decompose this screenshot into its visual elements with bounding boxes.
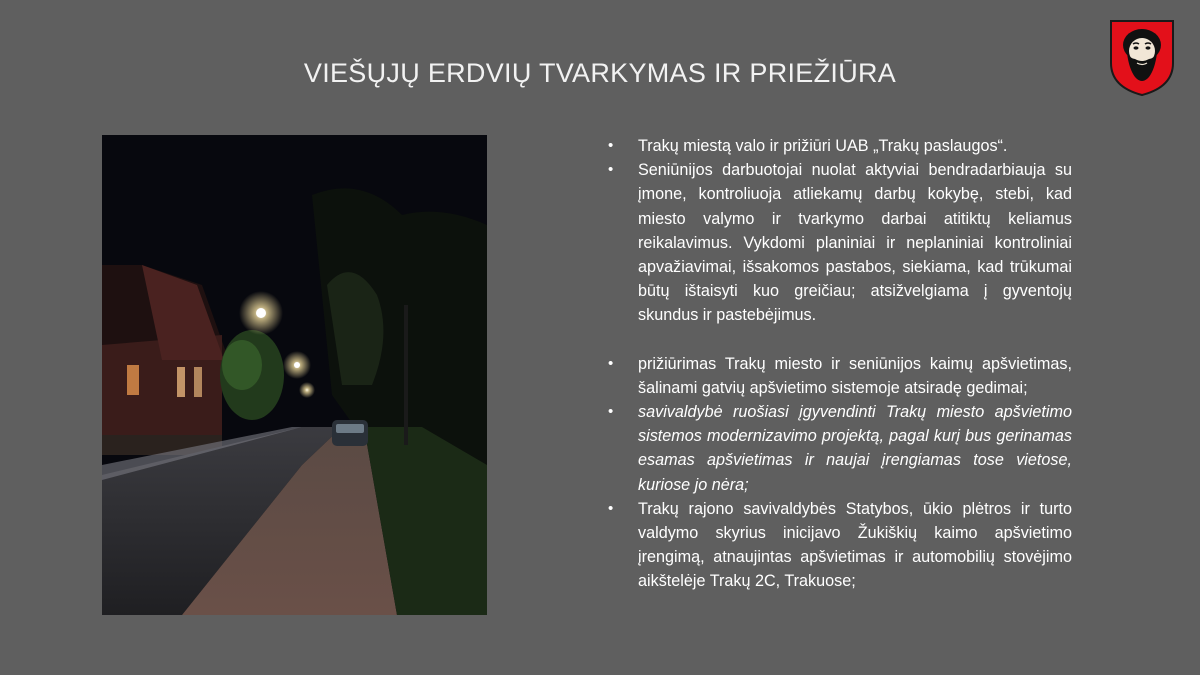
- night-street-photo: [102, 135, 487, 615]
- bullet-marker: •: [608, 403, 614, 421]
- bullet-list: [606, 134, 1072, 594]
- bullet-marker: •: [608, 137, 614, 154]
- list-item: [606, 400, 1072, 497]
- list-item: [606, 134, 1072, 158]
- list-item: [606, 497, 1072, 594]
- trakai-coat-of-arms-icon: [1109, 19, 1175, 97]
- list-item-text: Seniūnijos darbuotojai nuolat aktyviai bendradarbiauja su įmone, kontroliuoja atliekamų darbų kokybę, stebi, kad miesto valymo ir tvarkymo darbai atitiktų keliamus reikalavimus. Vykdomi planiniai ir neplaniniai kontroliniai apvažiavimai, išsakomos pastabos, siekiama, kad trūkumai būtų ištaisyti kuo greičiau; atsižvelgiama į gyventojų skundus ir pastebėjimus.: [638, 161, 1072, 325]
- list-item-text: Trakų miestą valo ir prižiūri UAB „Trakų paslaugos“.: [638, 137, 1008, 155]
- list-item: [606, 352, 1072, 400]
- list-item: [606, 158, 1072, 327]
- list-item-text: Trakų rajono savivaldybės Statybos, ūkio plėtros ir turto valdymo skyrius inicijavo Žukiškių kaimo apšvietimo įrengimą, atnaujintas apšvietimas ir automobilių stovėjimo aikštelėje Trakų 2C, Trakuose;: [638, 499, 1072, 591]
- bullet-marker: •: [608, 499, 614, 517]
- list-item-text: prižiūrimas Trakų miesto ir seniūnijos kaimų apšvietimas, šalinami gatvių apšvietimo sistemoje atsiradę gedimai;: [638, 354, 1072, 397]
- bullet-marker: •: [608, 354, 614, 372]
- list-item-text: savivaldybė ruošiasi įgyvendinti Trakų miesto apšvietimo sistemos modernizavimo projektą, pagal kurį bus gerinamas esamas apšvietimas ir naujai įrengiamas tose vietose, kuriose jo nėra;: [638, 403, 1072, 494]
- bullet-list-container: [606, 134, 1072, 594]
- bullet-marker: •: [608, 161, 614, 179]
- slide-title: VIEŠŲJŲ ERDVIŲ TVARKYMAS IR PRIEŽIŪRA: [303, 58, 897, 88]
